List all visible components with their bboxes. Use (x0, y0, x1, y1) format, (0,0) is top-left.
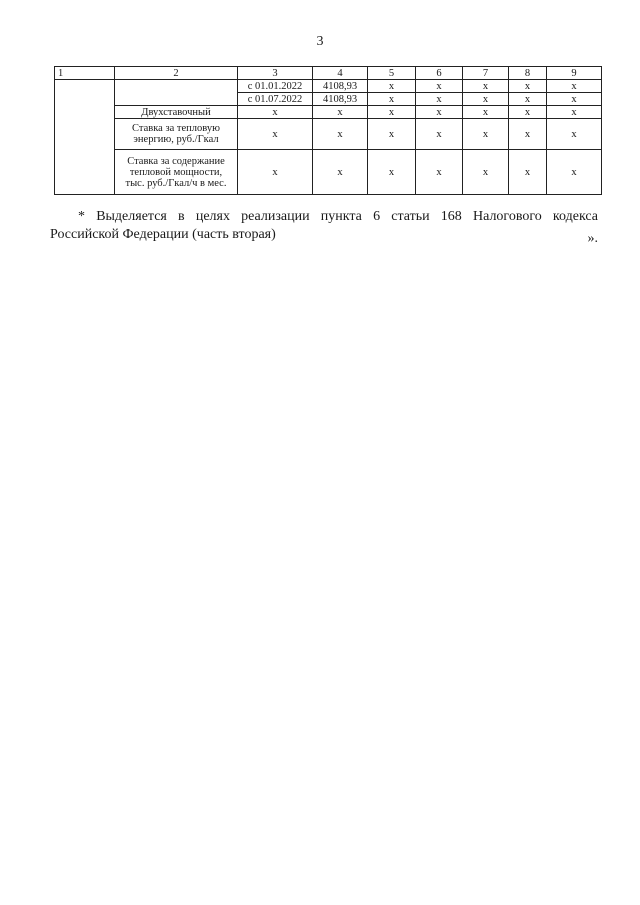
table-cell: x (368, 106, 416, 119)
table-row (55, 119, 602, 150)
table-cell: x (238, 106, 313, 119)
table-cell: x (313, 106, 368, 119)
table-cell: с 01.07.2022 (238, 93, 313, 106)
table-cell: x (547, 93, 602, 106)
header-cell: 9 (547, 67, 602, 80)
table-cell: x (509, 93, 547, 106)
table-cell: x (509, 106, 547, 119)
header-cell: 8 (509, 67, 547, 80)
header-cell: 5 (368, 67, 416, 80)
table-header-row (55, 67, 602, 80)
table-row (55, 150, 602, 195)
table-cell: x (547, 80, 602, 93)
table-row (55, 80, 602, 93)
table-cell: x (547, 119, 602, 150)
table-cell: x (509, 80, 547, 93)
closing-quote: ». (587, 231, 598, 246)
row-label-line: Ставка за содержание (127, 155, 225, 167)
footnote-line: * Выделяется в целях реализации пункта 6 статьи 168 Налогового кодекса (78, 209, 598, 224)
table-cell: x (368, 93, 416, 106)
table-cell: с 01.01.2022 (238, 80, 313, 93)
table-cell: x (313, 119, 368, 150)
table-cell: x (416, 93, 463, 106)
table-cell: x (509, 119, 547, 150)
table-cell: x (463, 119, 509, 150)
header-cell: 1 (55, 67, 115, 80)
table-cell (115, 80, 238, 106)
header-cell: 6 (416, 67, 463, 80)
footnote (50, 208, 598, 244)
table-cell: x (416, 119, 463, 150)
row-label (115, 150, 238, 195)
header-cell: 4 (313, 67, 368, 80)
table-cell: x (463, 106, 509, 119)
header-cell: 7 (463, 67, 509, 80)
row-label (115, 119, 238, 150)
footnote-line-2 (50, 226, 598, 244)
table-cell: x (547, 150, 602, 195)
row-label-line: энергию, руб./Гкал (133, 134, 219, 145)
footnote-text: Российской Федерации (часть вторая) (50, 227, 276, 242)
row-label-line: тыс. руб./Гкал/ч в мес. (125, 177, 227, 189)
table-cell: x (547, 106, 602, 119)
row-label: Двухставочный (115, 106, 238, 119)
table-row (55, 106, 602, 119)
table-cell: x (416, 150, 463, 195)
row-label-line: Ставка за тепловую (132, 123, 220, 134)
row-label-line: тепловой мощности, (129, 166, 223, 178)
table-cell: x (368, 119, 416, 150)
header-cell: 2 (115, 67, 238, 80)
table-cell: x (368, 80, 416, 93)
table-cell: x (463, 93, 509, 106)
table-cell (55, 80, 115, 195)
tariff-table (54, 66, 602, 195)
table-cell: x (509, 150, 547, 195)
page-number: 3 (316, 34, 324, 49)
header-cell: 3 (238, 67, 313, 80)
table-cell: x (238, 119, 313, 150)
table-cell: x (313, 150, 368, 195)
table-cell: x (416, 80, 463, 93)
table-cell: x (416, 106, 463, 119)
table-cell: x (238, 150, 313, 195)
table-cell: 4108,93 (313, 93, 368, 106)
table-cell: 4108,93 (313, 80, 368, 93)
table-cell: x (463, 80, 509, 93)
table-cell: x (368, 150, 416, 195)
table-cell: x (463, 150, 509, 195)
